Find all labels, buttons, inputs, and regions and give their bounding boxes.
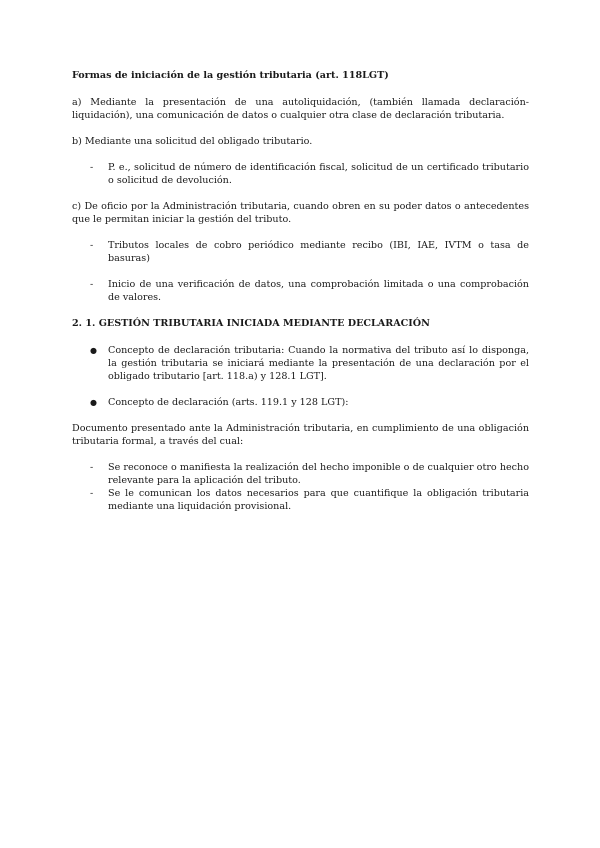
list-b <box>72 161 529 187</box>
bullet-marker: ● <box>90 398 97 407</box>
paragraph-c: c) De oficio por la Administración tributaria, cuando obren en su poder datos o antecedentes que le permitan iniciar la gestión del tributo. <box>72 201 529 225</box>
paragraph-document: Documento presentado ante la Administración tributaria, en cumplimiento de una obligación tributaria formal, a través del cual: <box>72 423 529 447</box>
list-item <box>72 396 529 409</box>
list-item-text: Se reconoce o manifiesta la realización del hecho imponible o de cualquier otro hecho relevante para la aplicación del tributo. <box>108 462 529 486</box>
list-item-text: P. e., solicitud de número de identificación fiscal, solicitud de un certificado tributario o solicitud de devolución. <box>108 162 529 186</box>
dash-marker: - <box>90 279 94 290</box>
list-item-text: Inicio de una verificación de datos, una comprobación limitada o una comprobación de valores. <box>108 279 529 303</box>
list-item <box>72 278 529 304</box>
paragraph-a: a) Mediante la presentación de una autoliquidación, (también llamada declaración-liquidación), una comunicación de datos o cualquier otra clase de declaración tributaria. <box>72 97 529 121</box>
list-item-text: Concepto de declaración (arts. 119.1 y 128 LGT): <box>108 397 349 408</box>
list-item <box>72 344 529 383</box>
bullet-marker: ● <box>90 346 97 355</box>
list-item <box>72 461 529 487</box>
list-item <box>72 161 529 187</box>
bullet-list <box>72 344 529 409</box>
dash-marker: - <box>90 162 94 173</box>
list-item-text: Concepto de declaración tributaria: Cuando la normativa del tributo así lo disponga, la gestión tributaria se iniciará mediante la presentación de una declaración por el obligado tributario [art. 118.a) y 128.1 LGT]. <box>108 345 529 382</box>
list-document <box>72 461 529 513</box>
page-heading: Formas de iniciación de la gestión tributaria (art. 118LGT) <box>72 70 389 81</box>
list-item-text: Tributos locales de cobro periódico mediante recibo (IBI, IAE, IVTM o tasa de basuras) <box>108 240 529 264</box>
dash-marker: - <box>90 488 94 499</box>
list-item <box>72 239 529 265</box>
list-c <box>72 239 529 304</box>
dash-marker: - <box>90 462 94 473</box>
list-item-text: Se le comunican los datos necesarios para que cuantifique la obligación tributaria mediante una liquidación provisional. <box>108 488 529 512</box>
list-item <box>72 487 529 513</box>
paragraph-b: b) Mediante una solicitud del obligado tributario. <box>72 136 313 147</box>
section-title: 2. 1. GESTIÓN TRIBUTARIA INICIADA MEDIANTE DECLARACIÓN <box>72 318 430 329</box>
dash-marker: - <box>90 240 94 251</box>
